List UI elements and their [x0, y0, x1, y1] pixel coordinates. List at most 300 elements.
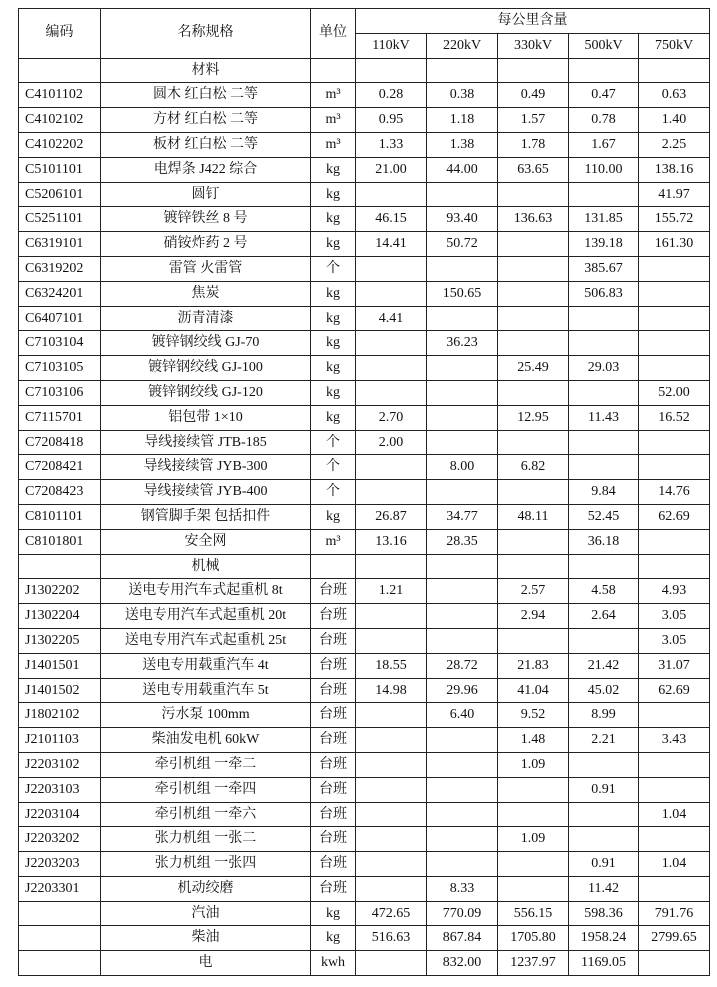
name-cell: 送电专用汽车式起重机 8t — [101, 579, 311, 604]
value-cell — [569, 182, 639, 207]
name-cell: 电 — [101, 951, 311, 976]
value-cell: 93.40 — [427, 207, 498, 232]
unit-cell: kg — [311, 926, 356, 951]
code-cell: C7103105 — [19, 356, 101, 381]
value-cell — [569, 628, 639, 653]
value-cell — [639, 876, 710, 901]
value-cell — [427, 777, 498, 802]
value-cell: 14.76 — [639, 480, 710, 505]
table-row — [19, 802, 710, 827]
value-cell: 2.25 — [639, 132, 710, 157]
section-row — [19, 58, 710, 83]
name-cell: 送电专用载重汽车 5t — [101, 678, 311, 703]
table-row — [19, 405, 710, 430]
value-cell — [427, 480, 498, 505]
name-cell: 送电专用汽车式起重机 25t — [101, 628, 311, 653]
code-cell — [19, 951, 101, 976]
unit-cell: kg — [311, 207, 356, 232]
value-cell: 138.16 — [639, 157, 710, 182]
unit-cell: 台班 — [311, 827, 356, 852]
unit-cell: m³ — [311, 529, 356, 554]
code-cell: J2203202 — [19, 827, 101, 852]
unit-cell: kg — [311, 356, 356, 381]
unit-cell: 个 — [311, 430, 356, 455]
value-cell — [356, 604, 427, 629]
value-cell: 9.52 — [498, 703, 569, 728]
unit-cell: kg — [311, 157, 356, 182]
name-cell: 柴油发电机 60kW — [101, 728, 311, 753]
name-cell: 钢管脚手架 包括扣件 — [101, 504, 311, 529]
code-cell — [19, 58, 101, 83]
code-cell: C6319202 — [19, 256, 101, 281]
unit-cell: 台班 — [311, 728, 356, 753]
value-cell — [639, 281, 710, 306]
unit-cell: 台班 — [311, 777, 356, 802]
value-cell: 2.00 — [356, 430, 427, 455]
value-cell — [498, 306, 569, 331]
name-cell: 张力机组 一张二 — [101, 827, 311, 852]
value-cell: 62.69 — [639, 504, 710, 529]
value-cell — [498, 554, 569, 579]
value-cell — [639, 58, 710, 83]
value-cell: 26.87 — [356, 504, 427, 529]
value-cell — [427, 356, 498, 381]
value-cell: 161.30 — [639, 232, 710, 257]
name-cell: 送电专用汽车式起重机 20t — [101, 604, 311, 629]
value-cell: 0.49 — [498, 83, 569, 108]
name-cell: 雷管 火雷管 — [101, 256, 311, 281]
name-cell: 张力机组 一张四 — [101, 852, 311, 877]
value-cell — [639, 827, 710, 852]
value-cell: 21.00 — [356, 157, 427, 182]
value-cell: 1.09 — [498, 827, 569, 852]
table-row — [19, 827, 710, 852]
code-cell: J1401502 — [19, 678, 101, 703]
value-cell — [427, 752, 498, 777]
code-cell: C7208418 — [19, 430, 101, 455]
value-cell — [427, 58, 498, 83]
value-cell — [356, 951, 427, 976]
table-row — [19, 356, 710, 381]
table-header — [19, 9, 710, 59]
code-cell — [19, 554, 101, 579]
unit-cell — [311, 58, 356, 83]
value-cell: 1958.24 — [569, 926, 639, 951]
value-cell: 14.98 — [356, 678, 427, 703]
value-cell: 14.41 — [356, 232, 427, 257]
value-cell: 472.65 — [356, 901, 427, 926]
section-row — [19, 554, 710, 579]
value-cell — [569, 58, 639, 83]
value-cell — [569, 331, 639, 356]
table-row — [19, 579, 710, 604]
value-cell — [427, 728, 498, 753]
value-cell — [569, 827, 639, 852]
value-cell: 36.18 — [569, 529, 639, 554]
value-cell: 1.57 — [498, 108, 569, 133]
value-cell: 110.00 — [569, 157, 639, 182]
code-cell: J1302204 — [19, 604, 101, 629]
value-cell: 2799.65 — [639, 926, 710, 951]
name-cell: 导线接续管 JYB-300 — [101, 455, 311, 480]
value-cell — [356, 281, 427, 306]
value-cell: 139.18 — [569, 232, 639, 257]
unit-cell: kg — [311, 281, 356, 306]
value-cell: 1.21 — [356, 579, 427, 604]
value-cell: 41.97 — [639, 182, 710, 207]
table-row — [19, 951, 710, 976]
value-cell — [427, 380, 498, 405]
unit-cell: 个 — [311, 455, 356, 480]
code-cell: C5101101 — [19, 157, 101, 182]
value-cell: 34.77 — [427, 504, 498, 529]
value-cell: 48.11 — [498, 504, 569, 529]
value-cell — [498, 232, 569, 257]
name-cell: 牵引机组 一牵六 — [101, 802, 311, 827]
table-row — [19, 306, 710, 331]
value-cell — [639, 331, 710, 356]
unit-cell: 台班 — [311, 653, 356, 678]
table-row — [19, 182, 710, 207]
unit-cell: 台班 — [311, 579, 356, 604]
name-cell: 方材 红白松 二等 — [101, 108, 311, 133]
name-cell: 电焊条 J422 综合 — [101, 157, 311, 182]
value-cell: 1.78 — [498, 132, 569, 157]
value-cell — [639, 430, 710, 455]
value-cell — [356, 480, 427, 505]
value-cell: 136.63 — [498, 207, 569, 232]
unit-cell: 台班 — [311, 852, 356, 877]
value-cell: 791.76 — [639, 901, 710, 926]
table-row — [19, 108, 710, 133]
header-voltage: 750kV — [639, 33, 710, 58]
value-cell: 1.09 — [498, 752, 569, 777]
value-cell — [569, 380, 639, 405]
value-cell: 2.21 — [569, 728, 639, 753]
unit-cell: kg — [311, 901, 356, 926]
value-cell — [569, 306, 639, 331]
value-cell: 13.16 — [356, 529, 427, 554]
unit-cell: 台班 — [311, 752, 356, 777]
unit-cell: 台班 — [311, 802, 356, 827]
value-cell: 1.67 — [569, 132, 639, 157]
value-cell — [498, 380, 569, 405]
value-cell: 11.42 — [569, 876, 639, 901]
code-cell: C7208423 — [19, 480, 101, 505]
value-cell: 8.99 — [569, 703, 639, 728]
value-cell: 6.40 — [427, 703, 498, 728]
value-cell: 1.38 — [427, 132, 498, 157]
table-row — [19, 504, 710, 529]
value-cell — [356, 58, 427, 83]
name-cell: 圆钉 — [101, 182, 311, 207]
value-cell: 0.91 — [569, 852, 639, 877]
value-cell: 1.04 — [639, 852, 710, 877]
code-cell: J2203203 — [19, 852, 101, 877]
table-row — [19, 157, 710, 182]
value-cell: 21.42 — [569, 653, 639, 678]
value-cell: 31.07 — [639, 653, 710, 678]
table-row — [19, 901, 710, 926]
name-cell: 牵引机组 一牵四 — [101, 777, 311, 802]
code-cell: C4102102 — [19, 108, 101, 133]
value-cell — [498, 777, 569, 802]
value-cell: 52.45 — [569, 504, 639, 529]
value-cell: 598.36 — [569, 901, 639, 926]
unit-cell: kg — [311, 331, 356, 356]
value-cell: 28.72 — [427, 653, 498, 678]
value-cell — [427, 306, 498, 331]
value-cell — [498, 256, 569, 281]
unit-cell: 台班 — [311, 876, 356, 901]
consumption-table — [18, 8, 710, 976]
name-cell: 铝包带 1×10 — [101, 405, 311, 430]
table-row — [19, 480, 710, 505]
table-row — [19, 926, 710, 951]
unit-cell: 台班 — [311, 703, 356, 728]
unit-cell: 个 — [311, 256, 356, 281]
value-cell: 28.35 — [427, 529, 498, 554]
value-cell — [569, 554, 639, 579]
table-row — [19, 207, 710, 232]
code-cell: J2101103 — [19, 728, 101, 753]
name-cell: 污水泵 100mm — [101, 703, 311, 728]
table-row — [19, 604, 710, 629]
value-cell: 11.43 — [569, 405, 639, 430]
value-cell: 1705.80 — [498, 926, 569, 951]
value-cell: 3.05 — [639, 604, 710, 629]
value-cell: 41.04 — [498, 678, 569, 703]
value-cell — [427, 256, 498, 281]
code-cell: C7115701 — [19, 405, 101, 430]
name-cell: 机动绞磨 — [101, 876, 311, 901]
value-cell — [427, 554, 498, 579]
unit-cell: m³ — [311, 132, 356, 157]
code-cell: C7208421 — [19, 455, 101, 480]
value-cell — [639, 777, 710, 802]
value-cell: 770.09 — [427, 901, 498, 926]
value-cell — [427, 628, 498, 653]
value-cell: 3.05 — [639, 628, 710, 653]
value-cell: 62.69 — [639, 678, 710, 703]
value-cell: 4.58 — [569, 579, 639, 604]
code-cell: J2203104 — [19, 802, 101, 827]
value-cell — [356, 777, 427, 802]
table-row — [19, 628, 710, 653]
value-cell: 556.15 — [498, 901, 569, 926]
value-cell: 29.96 — [427, 678, 498, 703]
table-row — [19, 455, 710, 480]
value-cell: 4.93 — [639, 579, 710, 604]
value-cell: 25.49 — [498, 356, 569, 381]
value-cell: 8.00 — [427, 455, 498, 480]
value-cell — [356, 752, 427, 777]
value-cell — [356, 852, 427, 877]
value-cell — [639, 703, 710, 728]
name-cell: 镀锌钢绞线 GJ-120 — [101, 380, 311, 405]
value-cell — [498, 281, 569, 306]
value-cell: 18.55 — [356, 653, 427, 678]
value-cell: 46.15 — [356, 207, 427, 232]
value-cell: 1.18 — [427, 108, 498, 133]
value-cell: 1.48 — [498, 728, 569, 753]
value-cell — [427, 604, 498, 629]
unit-cell: kg — [311, 405, 356, 430]
value-cell — [569, 752, 639, 777]
value-cell — [498, 628, 569, 653]
value-cell — [498, 876, 569, 901]
value-cell — [498, 802, 569, 827]
value-cell: 44.00 — [427, 157, 498, 182]
value-cell: 8.33 — [427, 876, 498, 901]
header-voltage: 330kV — [498, 33, 569, 58]
table-row — [19, 281, 710, 306]
value-cell: 1237.97 — [498, 951, 569, 976]
value-cell: 3.43 — [639, 728, 710, 753]
code-cell: C8101801 — [19, 529, 101, 554]
table-row — [19, 678, 710, 703]
name-cell: 焦炭 — [101, 281, 311, 306]
value-cell — [427, 430, 498, 455]
value-cell — [498, 852, 569, 877]
code-cell: C6407101 — [19, 306, 101, 331]
header-code: 编码 — [19, 9, 101, 59]
value-cell: 506.83 — [569, 281, 639, 306]
table-row — [19, 728, 710, 753]
section-title: 机械 — [101, 554, 311, 579]
value-cell: 1.33 — [356, 132, 427, 157]
code-cell — [19, 901, 101, 926]
value-cell: 131.85 — [569, 207, 639, 232]
value-cell: 21.83 — [498, 653, 569, 678]
table-row — [19, 752, 710, 777]
table-row — [19, 132, 710, 157]
value-cell: 50.72 — [427, 232, 498, 257]
value-cell: 155.72 — [639, 207, 710, 232]
value-cell — [639, 455, 710, 480]
value-cell: 2.57 — [498, 579, 569, 604]
header-voltage: 500kV — [569, 33, 639, 58]
unit-cell: kg — [311, 380, 356, 405]
value-cell: 2.94 — [498, 604, 569, 629]
unit-cell: m³ — [311, 108, 356, 133]
unit-cell — [311, 554, 356, 579]
value-cell: 29.03 — [569, 356, 639, 381]
value-cell — [427, 827, 498, 852]
value-cell — [356, 876, 427, 901]
code-cell: C4101102 — [19, 83, 101, 108]
value-cell: 385.67 — [569, 256, 639, 281]
value-cell: 36.23 — [427, 331, 498, 356]
value-cell — [639, 752, 710, 777]
value-cell: 0.95 — [356, 108, 427, 133]
name-cell: 安全网 — [101, 529, 311, 554]
value-cell — [569, 802, 639, 827]
unit-cell: kg — [311, 306, 356, 331]
value-cell — [498, 182, 569, 207]
unit-cell: 个 — [311, 480, 356, 505]
unit-cell: kg — [311, 232, 356, 257]
unit-cell: m³ — [311, 83, 356, 108]
table-row — [19, 430, 710, 455]
value-cell: 4.41 — [356, 306, 427, 331]
unit-cell: kg — [311, 504, 356, 529]
value-cell — [639, 356, 710, 381]
name-cell: 汽油 — [101, 901, 311, 926]
code-cell: C4102202 — [19, 132, 101, 157]
value-cell — [639, 529, 710, 554]
value-cell: 45.02 — [569, 678, 639, 703]
code-cell: C5206101 — [19, 182, 101, 207]
value-cell — [356, 827, 427, 852]
value-cell — [356, 728, 427, 753]
value-cell: 1.40 — [639, 108, 710, 133]
name-cell: 牵引机组 一牵二 — [101, 752, 311, 777]
header-name: 名称规格 — [101, 9, 311, 59]
value-cell — [356, 455, 427, 480]
value-cell: 867.84 — [427, 926, 498, 951]
header-group: 每公里含量 — [356, 9, 710, 34]
value-cell — [356, 182, 427, 207]
code-cell: C7103106 — [19, 380, 101, 405]
name-cell: 镀锌钢绞线 GJ-70 — [101, 331, 311, 356]
code-cell: C6319101 — [19, 232, 101, 257]
value-cell: 150.65 — [427, 281, 498, 306]
table-row — [19, 876, 710, 901]
unit-cell: 台班 — [311, 628, 356, 653]
code-cell: J1401501 — [19, 653, 101, 678]
table-row — [19, 703, 710, 728]
value-cell — [427, 852, 498, 877]
value-cell — [498, 529, 569, 554]
code-cell: C8101101 — [19, 504, 101, 529]
value-cell: 1.04 — [639, 802, 710, 827]
name-cell: 导线接续管 JTB-185 — [101, 430, 311, 455]
value-cell: 52.00 — [639, 380, 710, 405]
unit-cell: kwh — [311, 951, 356, 976]
value-cell — [639, 256, 710, 281]
value-cell — [356, 703, 427, 728]
value-cell: 0.28 — [356, 83, 427, 108]
value-cell — [569, 455, 639, 480]
table-row — [19, 380, 710, 405]
value-cell: 0.63 — [639, 83, 710, 108]
name-cell: 镀锌钢绞线 GJ-100 — [101, 356, 311, 381]
value-cell: 12.95 — [498, 405, 569, 430]
value-cell: 0.78 — [569, 108, 639, 133]
value-cell — [498, 331, 569, 356]
code-cell: J1302202 — [19, 579, 101, 604]
code-cell: J1302205 — [19, 628, 101, 653]
table-row — [19, 232, 710, 257]
value-cell: 6.82 — [498, 455, 569, 480]
table-row — [19, 653, 710, 678]
value-cell — [639, 554, 710, 579]
value-cell: 1169.05 — [569, 951, 639, 976]
header-voltage: 220kV — [427, 33, 498, 58]
value-cell — [356, 380, 427, 405]
table-row — [19, 777, 710, 802]
table-row — [19, 83, 710, 108]
code-cell: J2203103 — [19, 777, 101, 802]
value-cell — [356, 554, 427, 579]
code-cell: J2203301 — [19, 876, 101, 901]
value-cell — [569, 430, 639, 455]
value-cell: 2.64 — [569, 604, 639, 629]
value-cell — [427, 802, 498, 827]
value-cell — [356, 331, 427, 356]
value-cell — [498, 430, 569, 455]
